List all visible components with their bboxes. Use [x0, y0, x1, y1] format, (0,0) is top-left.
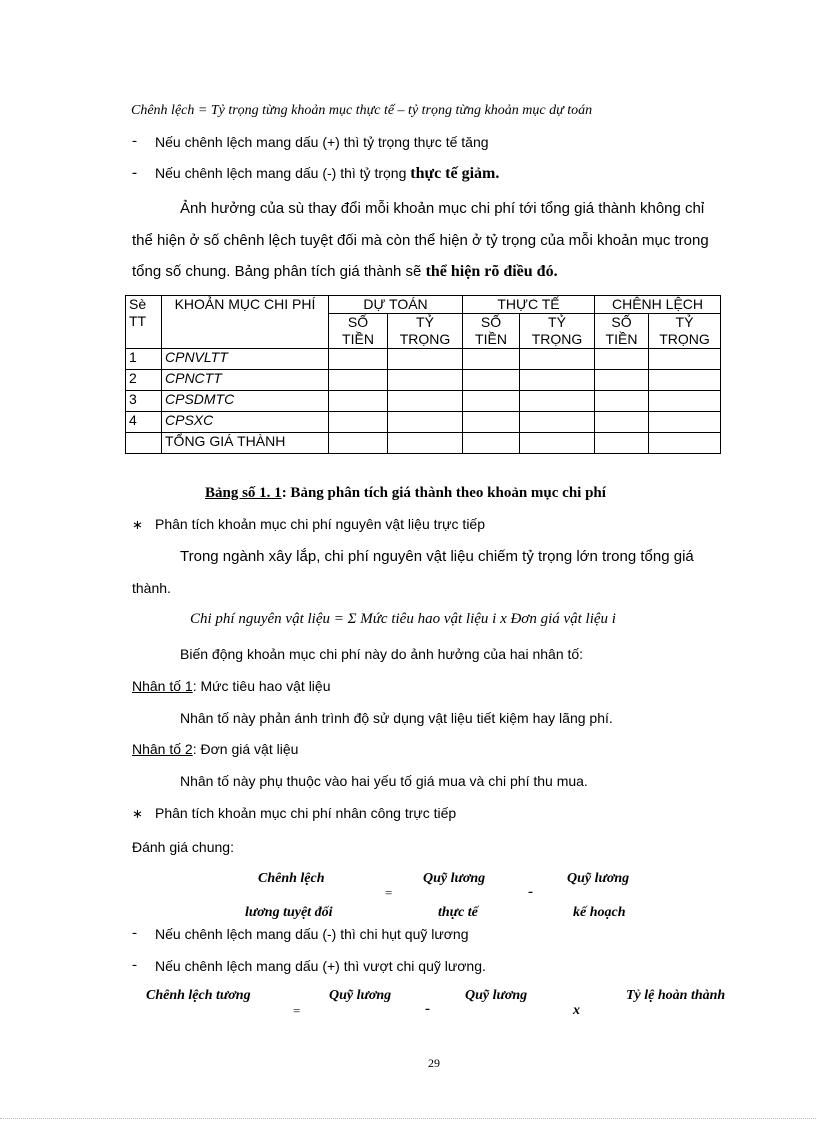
row-number: 1 — [126, 349, 162, 370]
header-difference: CHÊNH LỆCH — [595, 296, 721, 314]
formula2-term-c: Quỹ lương — [465, 988, 528, 1003]
paragraph-line: thể hiện ở số chênh lệch tuyệt đối mà còn thể hiện ở tỷ trọng của mỗi khoản mục trong — [132, 232, 709, 249]
row-item: CPNVLTT — [162, 349, 329, 370]
bullet-under-spend: Nếu chênh lệch mang dấu (-) thì chi hụt quỹ lương — [155, 926, 469, 942]
formula2-term-d: Tỷ lệ hoàn thành — [626, 988, 726, 1003]
formula2-equals: = — [293, 1003, 301, 1018]
bullet-star: ∗ — [132, 806, 143, 821]
subheader-amount: SỐ TIỀN — [595, 314, 649, 349]
row-item: CPNCTT — [162, 370, 329, 391]
formula2-term-b: Quỹ lương — [329, 988, 392, 1003]
factor-1: Nhân tố 1: Mức tiêu hao vật liệu — [132, 678, 331, 694]
row-number: 3 — [126, 391, 162, 412]
table-row — [126, 370, 721, 391]
dash-marker: - — [132, 165, 137, 181]
formula1-term-b2: thực tế — [438, 905, 478, 920]
dash-marker: - — [132, 925, 137, 941]
paragraph-line: tổng số chung. Bảng phân tích giá thành sẽ thể hiện rõ điều đó. — [132, 263, 558, 280]
row-item: CPSDMTC — [162, 391, 329, 412]
factors-intro: Biến động khoản mục chi phí này do ảnh hưởng của hai nhân tố: — [180, 646, 584, 662]
materials-formula: Chi phí nguyên vật liệu = Σ Mức tiêu hao vật liệu i x Đơn giá vật liệu i — [190, 611, 616, 627]
formula2-minus: - — [425, 1001, 430, 1017]
header-cost-item: KHOẢN MỤC CHI PHÍ — [162, 296, 329, 349]
paragraph-line: Ảnh hưởng của sù thay đổi mỗi khoản mục chi phí tới tổng giá thành không chỉ — [180, 200, 705, 217]
paragraph-line: Trong ngành xây lắp, chi phí nguyên vật liệu chiếm tỷ trọng lớn trong tổng giá — [180, 548, 694, 565]
section-heading-labor: Phân tích khoản mục chi phí nhân công trực tiếp — [155, 805, 457, 821]
page-number: 29 — [428, 1056, 440, 1070]
paragraph-line: thành. — [132, 580, 171, 596]
subheader-ratio: TỶ TRỌNG — [388, 314, 463, 349]
table-row — [126, 349, 721, 370]
bullet-decrease: Nếu chênh lệch mang dấu (-) thì tỷ trọng thực tế giảm. — [155, 165, 500, 182]
table-header-row — [126, 296, 721, 314]
header-actual: THỰC TẾ — [463, 296, 595, 314]
footer-rule — [0, 1118, 816, 1119]
bullet-over-spend: Nếu chênh lệch mang dấu (+) thì vượt chi quỹ lương. — [155, 958, 486, 974]
row-item: TỔNG GIÁ THÀNH — [162, 433, 329, 454]
factor-2-desc: Nhân tố này phụ thuộc vào hai yếu tố giá mua và chi phí thu mua. — [180, 773, 588, 789]
table-row — [126, 412, 721, 433]
subheader-ratio: TỶ TRỌNG — [649, 314, 721, 349]
formula1-term-c1: Quỹ lương — [567, 871, 630, 886]
formula1-term-a2: lương tuyệt đối — [245, 905, 333, 920]
header-plan: DỰ TOÁN — [329, 296, 463, 314]
row-number — [126, 433, 162, 454]
table-row-total — [126, 433, 721, 454]
formula2-times: x — [573, 1003, 580, 1018]
subheader-amount: SỐ TIỀN — [329, 314, 388, 349]
formula1-equals: = — [385, 885, 393, 900]
bullet-increase: Nếu chênh lệch mang dấu (+) thì tỷ trọng thực tế tăng — [155, 134, 489, 150]
formula1-minus: - — [528, 884, 533, 900]
subheader-ratio: TỶ TRỌNG — [520, 314, 595, 349]
table-row — [126, 391, 721, 412]
table-caption: Bảng số 1. 1: Bảng phân tích giá thành theo khoản mục chi phí — [205, 485, 606, 501]
bullet-star: ∗ — [132, 517, 143, 532]
row-number: 2 — [126, 370, 162, 391]
factor-2: Nhân tố 2: Đơn giá vật liệu — [132, 741, 299, 757]
dash-marker: - — [132, 957, 137, 973]
general-evaluation: Đánh giá chung: — [132, 839, 234, 855]
factor-1-desc: Nhân tố này phản ánh trình độ sử dụng vật liệu tiết kiệm hay lãng phí. — [180, 710, 613, 726]
header-stt: Sè TT — [126, 296, 162, 349]
formula2-term-a: Chênh lệch tương — [146, 988, 251, 1003]
formula1-term-b1: Quỹ lương — [423, 871, 486, 886]
row-number: 4 — [126, 412, 162, 433]
variance-formula: Chênh lệch = Tỷ trọng từng khoản mục thực tế – tỷ trọng từng khoản mục dự toán — [131, 103, 593, 118]
formula1-term-c2: kế hoạch — [573, 905, 626, 920]
cost-analysis-table — [125, 295, 721, 454]
row-item: CPSXC — [162, 412, 329, 433]
section-heading-materials: Phân tích khoản mục chi phí nguyên vật liệu trực tiếp — [155, 516, 486, 532]
formula1-term-a1: Chênh lệch — [258, 871, 325, 886]
subheader-amount: SỐ TIỀN — [463, 314, 520, 349]
dash-marker: - — [132, 133, 137, 149]
